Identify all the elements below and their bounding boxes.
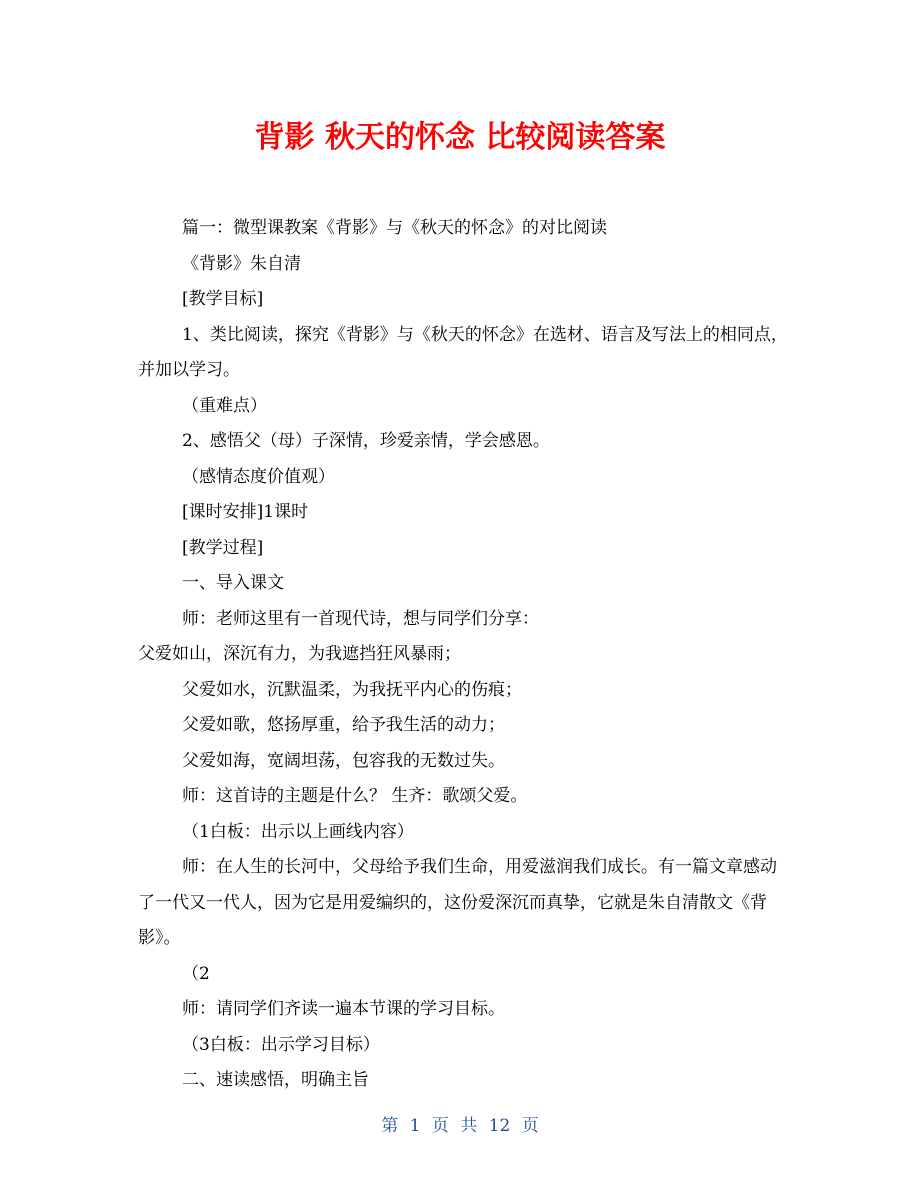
paragraph: 二、速读感悟，明确主旨: [182, 1070, 369, 1090]
paragraph: 1、类比阅读，探究《背影》与《秋天的怀念》在选材、语言及写法上的相同点，并加以学习。: [138, 324, 788, 380]
paragraph: （1白板：出示以上画线内容）: [182, 821, 414, 842]
paragraph: 父爱如水，沉默温柔，为我抚平内心的伤痕；: [182, 679, 522, 700]
paragraph: 师：请同学们齐读一遍本节课的学习目标。: [182, 999, 505, 1019]
paragraph: 《背影》朱自清: [182, 253, 301, 274]
document-body: [138, 211, 788, 1099]
paragraph: （3白板：出示学习目标）: [182, 1034, 380, 1055]
document-title: 背影 秋天的怀念 比较阅读答案: [254, 120, 666, 155]
paragraph: 父爱如歌，悠扬厚重，给予我生活的动力；: [182, 715, 505, 735]
paragraph: 父爱如海，宽阔坦荡，包容我的无数过失。: [182, 750, 505, 771]
paragraph: [课时安排]1课时: [182, 502, 309, 522]
paragraph: 父爱如山，深沉有力，为我遮挡狂风暴雨；: [138, 644, 461, 664]
paragraph: [教学过程]: [182, 537, 264, 558]
paragraph: 一、导入课文: [182, 573, 284, 593]
page-number-footer: 第 1 页 共 12 页: [381, 1116, 539, 1136]
paragraph: 师：在人生的长河中，父母给予我们生命，用爱滋润我们成长。有一篇文章感动了一代又一代人，因为它是用爱编织的，这份爱深沉而真挚，它就是朱自清散文《背影》。: [138, 857, 777, 948]
paragraph: （重难点）: [182, 395, 267, 416]
paragraph: 篇一：微型课教案《背影》与《秋天的怀念》的对比阅读: [182, 218, 607, 238]
paragraph: （2: [182, 963, 210, 984]
paragraph: （感情态度价值观）: [182, 466, 335, 487]
paragraph: 师：老师这里有一首现代诗，想与同学们分享：: [182, 608, 539, 629]
paragraph: 2、感悟父（母）子深情，珍爱亲情，学会感恩。: [182, 431, 550, 451]
paragraph: 师：这首诗的主题是什么？ 生齐：歌颂父爱。: [182, 786, 528, 806]
paragraph: [教学目标]: [182, 289, 264, 309]
